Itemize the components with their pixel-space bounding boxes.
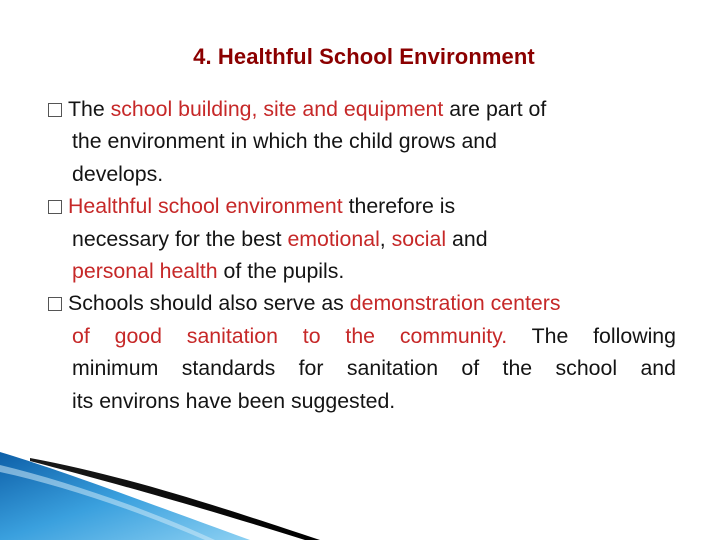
highlight-text: school building, site and equipment	[110, 97, 444, 121]
bullet-box-icon	[48, 103, 62, 117]
highlight-text: Healthful school environment	[68, 194, 343, 219]
bullet-2-line-1	[48, 190, 676, 222]
bullet-3-line-4	[48, 385, 676, 417]
bullet-1-line-1	[48, 93, 676, 125]
bullet-2-line-3	[48, 255, 676, 287]
slide-title: 4. Healthful School Environment	[193, 44, 535, 69]
body-text: ,	[379, 226, 392, 251]
bullet-box-icon	[48, 200, 62, 214]
body-text: The following	[507, 323, 676, 348]
highlight-text: of good sanitation to the community.	[72, 323, 508, 348]
body-text: the environment in which the child grows and	[72, 129, 497, 154]
body-text: are part of	[443, 97, 547, 121]
corner-dark-stroke	[30, 458, 320, 540]
body-text: its environs have been suggested.	[72, 388, 396, 413]
body-text: Schools should also serve as	[68, 291, 350, 316]
bullet-box-icon	[48, 297, 62, 311]
body-text: of the pupils.	[217, 258, 345, 283]
corner-light-stripe	[0, 465, 215, 540]
highlight-text: emotional	[287, 226, 380, 251]
bullet-3-line-1	[48, 287, 676, 319]
bullet-1-line-3	[48, 158, 676, 190]
corner-blue-swoosh	[0, 452, 250, 540]
bullet-1-line-2	[48, 125, 676, 157]
body-text: necessary for the best	[72, 226, 288, 251]
bullet-2-line-2	[48, 223, 676, 255]
bullet-3-line-2	[48, 320, 676, 352]
body-text: The	[68, 97, 111, 121]
body-text: therefore is	[342, 194, 456, 219]
body-text: develops.	[72, 161, 164, 186]
body-text: minimum standards for sanitation of the school and	[72, 356, 676, 381]
bullet-list	[48, 93, 676, 417]
highlight-text: personal health	[72, 258, 218, 283]
highlight-text: social	[391, 226, 447, 251]
body-text: and	[446, 226, 488, 251]
highlight-text: demonstration centers	[349, 291, 561, 316]
bullet-3-line-3	[48, 352, 676, 384]
